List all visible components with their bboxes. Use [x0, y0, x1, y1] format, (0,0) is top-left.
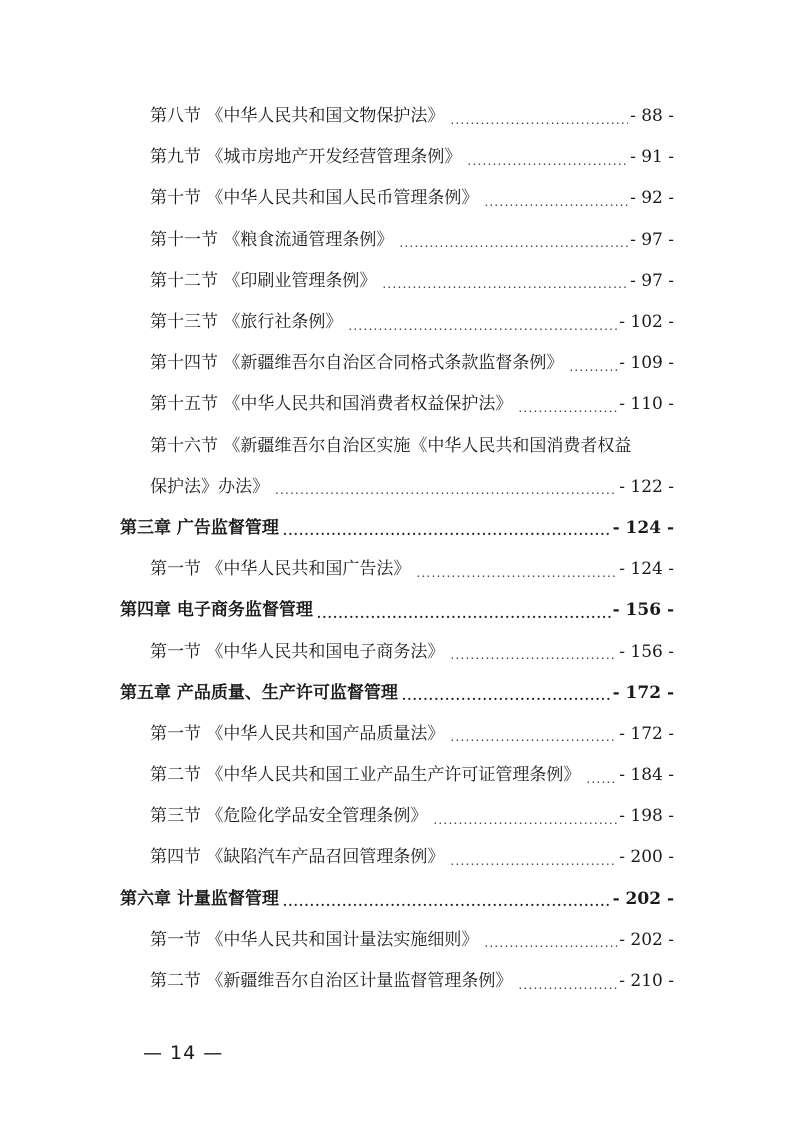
toc-entry[interactable]	[0, 631, 793, 672]
toc-chapter[interactable]	[0, 590, 793, 631]
toc-entry-label: 第十三节 《旅行社条例》	[150, 312, 343, 333]
toc-entry-page: - 172 -	[619, 723, 674, 744]
toc-entry-page: - 110 -	[619, 394, 674, 415]
toc-entry-continuation[interactable]	[0, 467, 793, 508]
toc-entry[interactable]	[0, 796, 793, 837]
dot-leader	[467, 155, 628, 167]
toc-entry-page: - 184 -	[619, 765, 674, 786]
toc-entry[interactable]	[0, 343, 793, 384]
toc-entry[interactable]	[0, 755, 793, 796]
toc-entry-page: - 92 -	[630, 188, 674, 209]
toc-entry-label: 第八节 《中华人民共和国文物保护法》	[150, 106, 445, 127]
dot-leader	[399, 237, 628, 249]
toc-entry[interactable]	[0, 837, 793, 878]
toc-chapter[interactable]	[0, 879, 793, 920]
toc-entry[interactable]	[0, 426, 793, 467]
toc-entry-label: 第一节 《中华人民共和国广告法》	[150, 559, 411, 580]
toc-entry[interactable]	[0, 714, 793, 755]
toc-entry[interactable]	[0, 961, 793, 1002]
toc-chapter-label: 第五章 产品质量、生产许可监督管理	[120, 682, 398, 703]
toc-entry-label: 第十五节 《中华人民共和国消费者权益保护法》	[150, 394, 513, 415]
toc-entry[interactable]	[0, 178, 793, 219]
toc-entry-label: 保护法》办法》	[150, 476, 269, 497]
toc-entry-page: - 97 -	[630, 229, 674, 250]
dot-leader	[484, 196, 628, 208]
dot-leader	[586, 773, 617, 785]
toc-entry-page: - 124 -	[619, 559, 674, 580]
toc-entry-page: - 200 -	[619, 847, 674, 868]
toc-entry[interactable]	[0, 549, 793, 590]
toc-chapter-page: - 156 -	[612, 600, 674, 621]
toc-entry-page: - 109 -	[619, 353, 674, 374]
toc-chapter-page: - 172 -	[612, 682, 674, 703]
dot-leader	[348, 320, 617, 332]
dot-leader	[569, 361, 617, 373]
dot-leader	[518, 979, 617, 991]
page-number: — 14 —	[143, 1042, 224, 1064]
toc-entry-page: - 198 -	[619, 806, 674, 827]
dot-leader	[518, 402, 617, 414]
dot-leader	[283, 896, 611, 908]
toc-entry-label: 第十一节 《粮食流通管理条例》	[150, 229, 394, 250]
dot-leader	[382, 278, 628, 290]
toc-entry-label: 第一节 《中华人民共和国电子商务法》	[150, 641, 445, 662]
dot-leader	[317, 608, 611, 620]
dot-leader	[450, 114, 628, 126]
toc-entry[interactable]	[0, 384, 793, 425]
toc-entry[interactable]	[0, 261, 793, 302]
toc-chapter-page: - 124 -	[612, 517, 674, 538]
dot-leader	[416, 567, 617, 579]
toc-entry-page: - 91 -	[630, 147, 674, 168]
toc-entry[interactable]	[0, 920, 793, 961]
toc-entry-label: 第二节 《新疆维吾尔自治区计量监督管理条例》	[150, 971, 513, 992]
toc-entry-label: 第十四节 《新疆维吾尔自治区合同格式条款监督条例》	[150, 353, 564, 374]
toc-entry-page: - 88 -	[630, 106, 674, 127]
toc-entry[interactable]	[0, 220, 793, 261]
toc-entry-label: 第十节 《中华人民共和国人民币管理条例》	[150, 188, 479, 209]
dot-leader	[450, 731, 617, 743]
toc-entry-label: 第九节 《城市房地产开发经营管理条例》	[150, 147, 462, 168]
toc-entry-label: 第十六节 《新疆维吾尔自治区实施《中华人民共和国消费者权益	[150, 435, 632, 456]
toc-entry-label: 第一节 《中华人民共和国计量法实施细则》	[150, 929, 479, 950]
toc-entry-page: - 97 -	[630, 270, 674, 291]
toc-chapter[interactable]	[0, 508, 793, 549]
toc-entry-page: - 122 -	[619, 476, 674, 497]
toc-entry-page: - 102 -	[619, 312, 674, 333]
dot-leader	[433, 814, 617, 826]
toc-entry-label: 第一节 《中华人民共和国产品质量法》	[150, 723, 445, 744]
toc-entry-page: - 156 -	[619, 641, 674, 662]
table-of-contents	[0, 96, 793, 1002]
dot-leader	[275, 484, 617, 496]
toc-entry-label: 第三节 《危险化学品安全管理条例》	[150, 806, 428, 827]
toc-entry[interactable]	[0, 302, 793, 343]
toc-chapter-label: 第三章 广告监督管理	[120, 517, 279, 538]
toc-chapter-page: - 202 -	[612, 888, 674, 909]
toc-chapter[interactable]	[0, 673, 793, 714]
toc-entry-label: 第四节 《缺陷汽车产品召回管理条例》	[150, 847, 445, 868]
dot-leader	[402, 690, 611, 702]
toc-entry-page: - 202 -	[619, 929, 674, 950]
toc-chapter-label: 第四章 电子商务监督管理	[120, 600, 313, 621]
dot-leader	[484, 937, 617, 949]
toc-chapter-label: 第六章 计量监督管理	[120, 888, 279, 909]
toc-entry-label: 第二节 《中华人民共和国工业产品生产许可证管理条例》	[150, 765, 581, 786]
dot-leader	[450, 855, 617, 867]
dot-leader	[283, 525, 611, 537]
toc-entry-label: 第十二节 《印刷业管理条例》	[150, 270, 377, 291]
toc-entry-page: - 210 -	[619, 971, 674, 992]
toc-entry[interactable]	[0, 96, 793, 137]
toc-entry[interactable]	[0, 137, 793, 178]
dot-leader	[450, 649, 617, 661]
